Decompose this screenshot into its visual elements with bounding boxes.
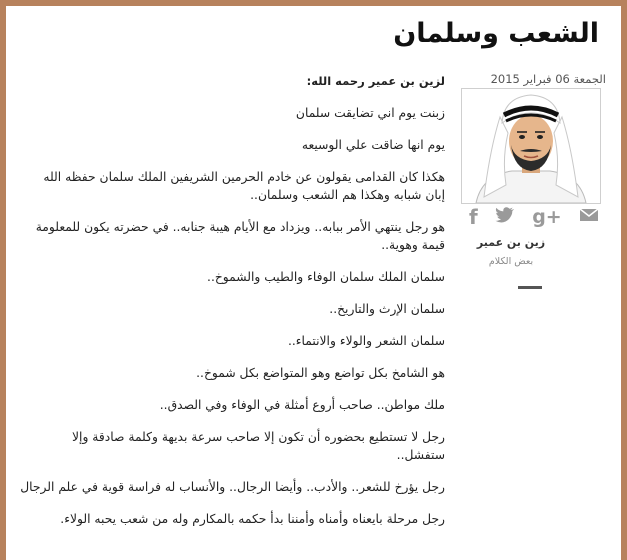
article-page [6, 6, 621, 560]
paragraph: سلمان الملك سلمان الوفاء والطيب والشموخ.. [207, 270, 445, 284]
facebook-icon[interactable]: f [469, 205, 478, 229]
author-name[interactable]: زين بن عمير [476, 236, 546, 249]
paragraph: يوم انها ضاقت علي الوسيعه [301, 138, 445, 152]
paragraph: رجل يؤرخ للشعر.. والأدب.. وأيضا الرجال.. والأنساب له فراسة قوية في علم الرجال [20, 480, 445, 494]
google-plus-icon[interactable]: g+ [532, 206, 562, 228]
article-title: الشعب وسلمان [393, 18, 599, 49]
paragraph: سلمان الشعر والولاء والانتماء.. [287, 334, 445, 348]
twitter-icon[interactable] [495, 207, 515, 228]
paragraph: ملك مواطن.. صاحب أروع أمثلة في الوفاء وفي الصدق.. [159, 398, 445, 412]
email-icon[interactable] [579, 207, 599, 227]
paragraph: هكذا كان القدامى يقولون عن خادم الحرمين الشريفين الملك سلمان حفظه الله إبان شبابه وهكذا هم الشعب وسلمان.. [43, 170, 445, 202]
author-portrait-illustration [462, 89, 600, 203]
article-body [20, 72, 445, 542]
paragraph: هو الشامخ بكل تواضع وهو المتواضع بكل شموخ.. [196, 366, 445, 380]
section-label[interactable]: بعض الكلام [488, 256, 534, 267]
divider [518, 286, 542, 289]
paragraph: هو رجل ينتهي الأمر ببابه.. ويزداد مع الأيام هيبة جنابه.. في حضرته يكون للمعلومة قيمة وهوية.. [35, 220, 445, 252]
paragraph: رجل لا تستطيع بحضوره أن تكون إلا صاحب سرعة بديهة وكلمة صادقة وإلا ستفشل.. [72, 430, 445, 462]
paragraph: زبنت يوم اني تضايقت سلمان [295, 106, 445, 120]
paragraph: سلمان الإرث والتاريخ.. [329, 302, 445, 316]
paragraph: رجل مرحلة بايعناه وأمناه وأمننا بدأ حكمه بالمكارم وله من شعب يحبه الولاء. [60, 512, 445, 526]
share-bar [469, 206, 599, 228]
author-photo [461, 88, 601, 204]
article-byline: لزين بن عمير رحمه الله: [306, 74, 445, 88]
article-date: الجمعة 06 فبراير 2015 [490, 72, 606, 86]
